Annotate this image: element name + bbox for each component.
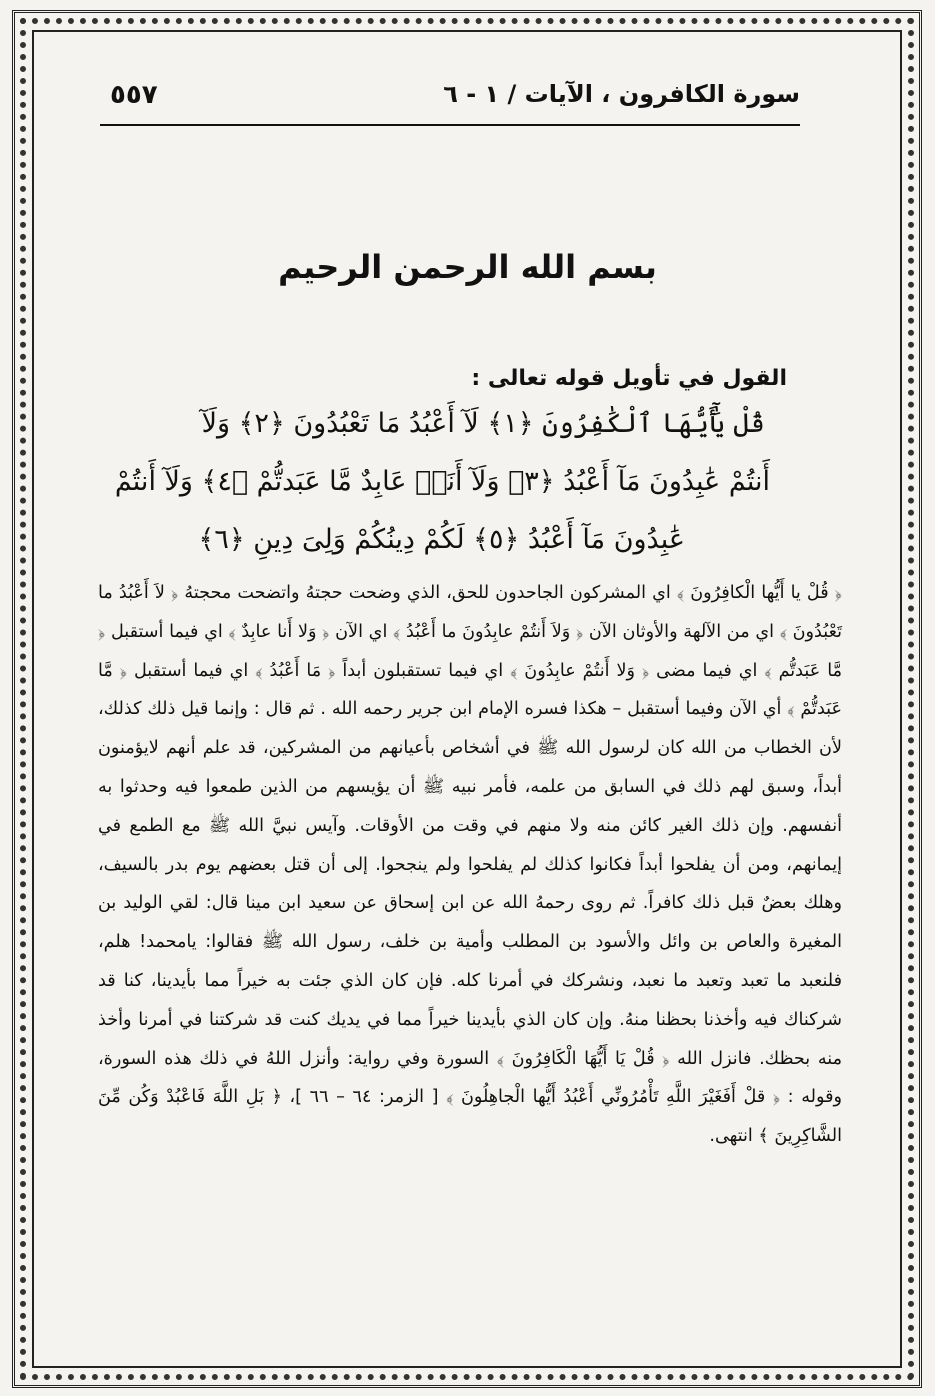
page-number: ٥٥٧ xyxy=(110,80,158,110)
running-title: سورة الكافرون ، الآيات / ١ - ٦ xyxy=(443,80,800,108)
commentary-body xyxy=(98,574,842,1156)
verse-line: قُلْ يَٰٓأَيُّهَا ٱلْكَٰفِرُونَ ﴿١﴾ لَآ أَعْبُدُ مَا تَعْبُدُونَ ﴿٢﴾ وَلَآ xyxy=(201,408,765,439)
commentary-paragraph: ﴿ قُلْ يا أَيُّها الْكافِرُونَ ﴾ اي المشركون الجاحدون للحق، الذي وضحت حجتهُ واتضحت محجتهُ ﴿ لاَ أَعْبُدُ ما تَعْبُدُونَ ﴾ اي من الآلهة والأوثان الآن ﴿ وَلاَ أَنتُمْ عابِدُونَ ما أَعْبُدُ ﴾ اي الآن ﴿ وَلا أَنا عابِدٌ ﴾ اي فيما أستقبل ﴿ مَّا عَبَدتُّم ﴾ اي فيما مضى ﴿ وَلا أَنتُمْ عابِدُونَ ﴾ اي فيما تستقبلون أبداً ﴿ مَا أَعْبُدُ ﴾ اي فيما أستقبل ﴿ مَّا عَبَدتُّمْ ﴾ أي الآن وفيما أستقبل – هكذا فسره الإمام ابن جرير رحمه الله . ثم قال : وإنما قيل ذلك كذلك، لأن الخطاب من الله كان لرسول الله ﷺ في أشخاص بأعيانهم من المشركين، قد علم أنهم لايؤمنون أبداً، وسبق لهم ذلك في السابق من علمه، فأمر نبيه ﷺ أن يؤيسهم من الذين طمعوا فيه وحدثوا به أنفسهم. وإن ذلك الغير كائن منه ولا منهم في وقت من الأوقات. وآيس نبيَّ الله ﷺ مع الطمع في إيمانهم، ومن أن يفلحوا أبداً فكانوا كذلك لم يفلحوا ولم ينجحوا. إلى أن قتل بعضهم يوم بدر بالسيف، وهلك بعضٌ قبل ذلك كافراً. ثم روى رحمهُ الله عن ابن إسحاق عن سعيد ابن مينا قال: لقي الوليد بن المغيرة والعاص بن وائل والأسود بن المطلب وأمية بن خلف، رسول الله ﷺ فقالوا: يامحمد! هلم، فلنعبد ما تعبد وتعبد ما نعبد، ونشركك في أمرنا كله. فإن كان الذي جئت به خيراً مما بأيدينا، كنا قد شركناك فيه وأخذنا بحظنا منهُ. وإن كان الذي بأيدينا خيراً مما في يديك كنت قد شركتنا في أمرنا وأخذ منه بحظك. فانزل الله ﴿ قُلْ يَا أَيُّهَا الْكَافِرُونَ ﴾ السورة وفي رواية: وأنزل اللهُ في ذلك هذه السورة، وقوله : ﴿ قلْ أَفَغَيْرَ اللَّهِ تَأْمُرُونِّي أَعْبُدُ أَيُّها الْجاهِلُونَ ﴾ [ الزمر: ٦٤ – ٦٦ ]، ﴿ بَلِ اللَّهَ فَاعْبُدْ وَكُن مِّنَ الشَّاكِرِينَ ﴾ انتهى. xyxy=(98,583,842,1147)
section-heading: القول في تأويل قوله تعالى : xyxy=(471,366,787,391)
verse-line: عَٰبِدُونَ مَآ أَعْبُدُ ﴿٥﴾ لَكُمْ دِينُكُمْ وَلِىَ دِينِ ﴿٦﴾ xyxy=(198,524,685,555)
page-header xyxy=(100,72,800,122)
header-rule xyxy=(100,124,800,126)
basmala-title: بسم الله الرحمن الرحيم xyxy=(278,248,657,286)
verse-line: أَنتُمْ عَٰبِدُونَ مَآ أَعْبُدُ ﴿٣﴾ وَلَآ أَنَا۠ عَابِدٌ مَّا عَبَدتُّمْ ﴿٤﴾ وَلَآ أَنتُمْ xyxy=(114,466,770,497)
